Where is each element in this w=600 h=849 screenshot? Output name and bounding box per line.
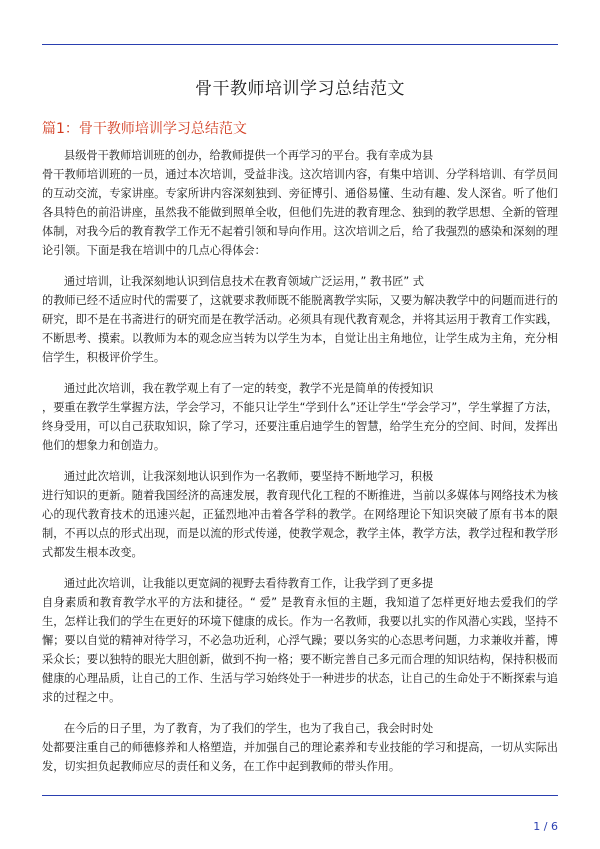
paragraph-text: ，要重在教学生掌握方法，学会学习，不能只让学生“学到什么”还让学生“学会学习”，学生掌握了方法，终身受用，可以自己获取知识，除了学习，还要注重启迪学生的智慧，给学生充分的空间、时间，发挥出他们的想象力和创造力。 — [42, 401, 558, 452]
paragraph-text: 的教师已经不适应时代的需要了，这就要求教师既不能脱离教学实际，又要为解决教学中的问题而进行的研究，即不是在书斋进行的研究而是在教学活动。必须具有现代教育观念，并将其运用于教育工作实践，不断思考、摸索。以教师为本的观念应当转为以学生为本，自觉让出主角地位，让学生成为主角，充分相信学生，积极评价学生。 — [42, 294, 558, 364]
paragraph-4 — [42, 467, 558, 562]
paragraph-lead: 县级骨干教师培训班的创办，给教师提供一个再学习的平台。我有幸成为县 — [64, 149, 434, 162]
paragraph-1 — [42, 146, 558, 260]
section-title: 篇1：骨干教师培训学习总结范文 — [42, 121, 247, 137]
paragraph-text: 进行知识的更新。随着我国经济的高速发展，教育现代化工程的不断推进，当前以多媒体与网络技术为核心的现代教育技术的迅速兴起，正猛烈地冲击着各学科的教学。在网络理论下知识突破了原有书本的限制，不再以点的形式出现，而是以流的形式传递，使教学观念，教学主体，教学方法，教学过程和教学形式都发生根本改变。 — [42, 489, 558, 559]
paragraph-2 — [42, 272, 558, 367]
header-rule — [42, 44, 558, 45]
page-number: 1 / 6 — [533, 820, 558, 833]
paragraph-text: 自身素质和教育教学水平的方法和捷径。“ 爱” 是教育永恒的主题，我知道了怎样更好地去爱我们的学生，怎样让我们的学生在更好的环境下健康的成长。作为一名教师，我要以扎实的作风潜心实践，坚持不懈；要以自觉的精神对待学习，不必急功近利，心浮气躁；要以务实的心态思考问题，力求兼收并蓄，博采众长；要以独特的眼光大胆创新，做到不拘一格；要不断完善自己多元而合理的知识结构，保持积极而健康的心理品质，让自己的工作、生活与学习始终处于一种进步的状态，让自己的生命处于不断探索与追求的过程之中。 — [42, 596, 558, 704]
paragraph-text: 骨干教师培训班的一员，通过本次培训，受益非浅。这次培训内容，有集中培训、分学科培训、有学员间的互动交流，专家讲座。专家所讲内容深刻独到、旁征博引、通俗易懂、生动有趣、发人深省。听了他们各具特色的前沿讲座，虽然我不能做到照单全收，但他们先进的教育理念、独到的教学思想、全新的管理体制，对我今后的教育教学工作无不起着引领和导向作用。这次培训之后，给了我强烈的感染和深刻的理论引领。下面是我在培训中的几点心得体会： — [42, 168, 558, 257]
paragraph-lead: 通过此次培训，让我深刻地认识到作为一名教师，要坚持不断地学习，积极 — [64, 470, 434, 483]
paragraph-5 — [42, 574, 558, 707]
paragraph-6 — [42, 719, 558, 776]
document-title: 骨干教师培训学习总结范文 — [195, 79, 405, 99]
paragraph-3 — [42, 379, 558, 455]
paragraph-lead: 通过培训，让我深刻地认识到信息技术在教育领域广泛运用，” 教书匠” 式 — [64, 275, 424, 288]
document-body — [42, 146, 558, 788]
footer-rule — [42, 795, 558, 796]
paragraph-text: 处都要注重自己的师德修养和人格塑造，并加强自己的理论素养和专业技能的学习和提高，一切从实际出发，切实担负起教师应尽的责任和义务，在工作中起到教师的带头作用。 — [42, 741, 558, 773]
paragraph-lead: 通过此次培训，让我能以更宽阔的视野去看待教育工作，让我学到了更多提 — [64, 577, 434, 590]
paragraph-lead: 通过此次培训，我在教学观上有了一定的转变，教学不光是简单的传授知识 — [64, 382, 434, 395]
paragraph-lead: 在今后的日子里，为了教育，为了我们的学生，也为了我自己，我会时时处 — [64, 722, 434, 735]
